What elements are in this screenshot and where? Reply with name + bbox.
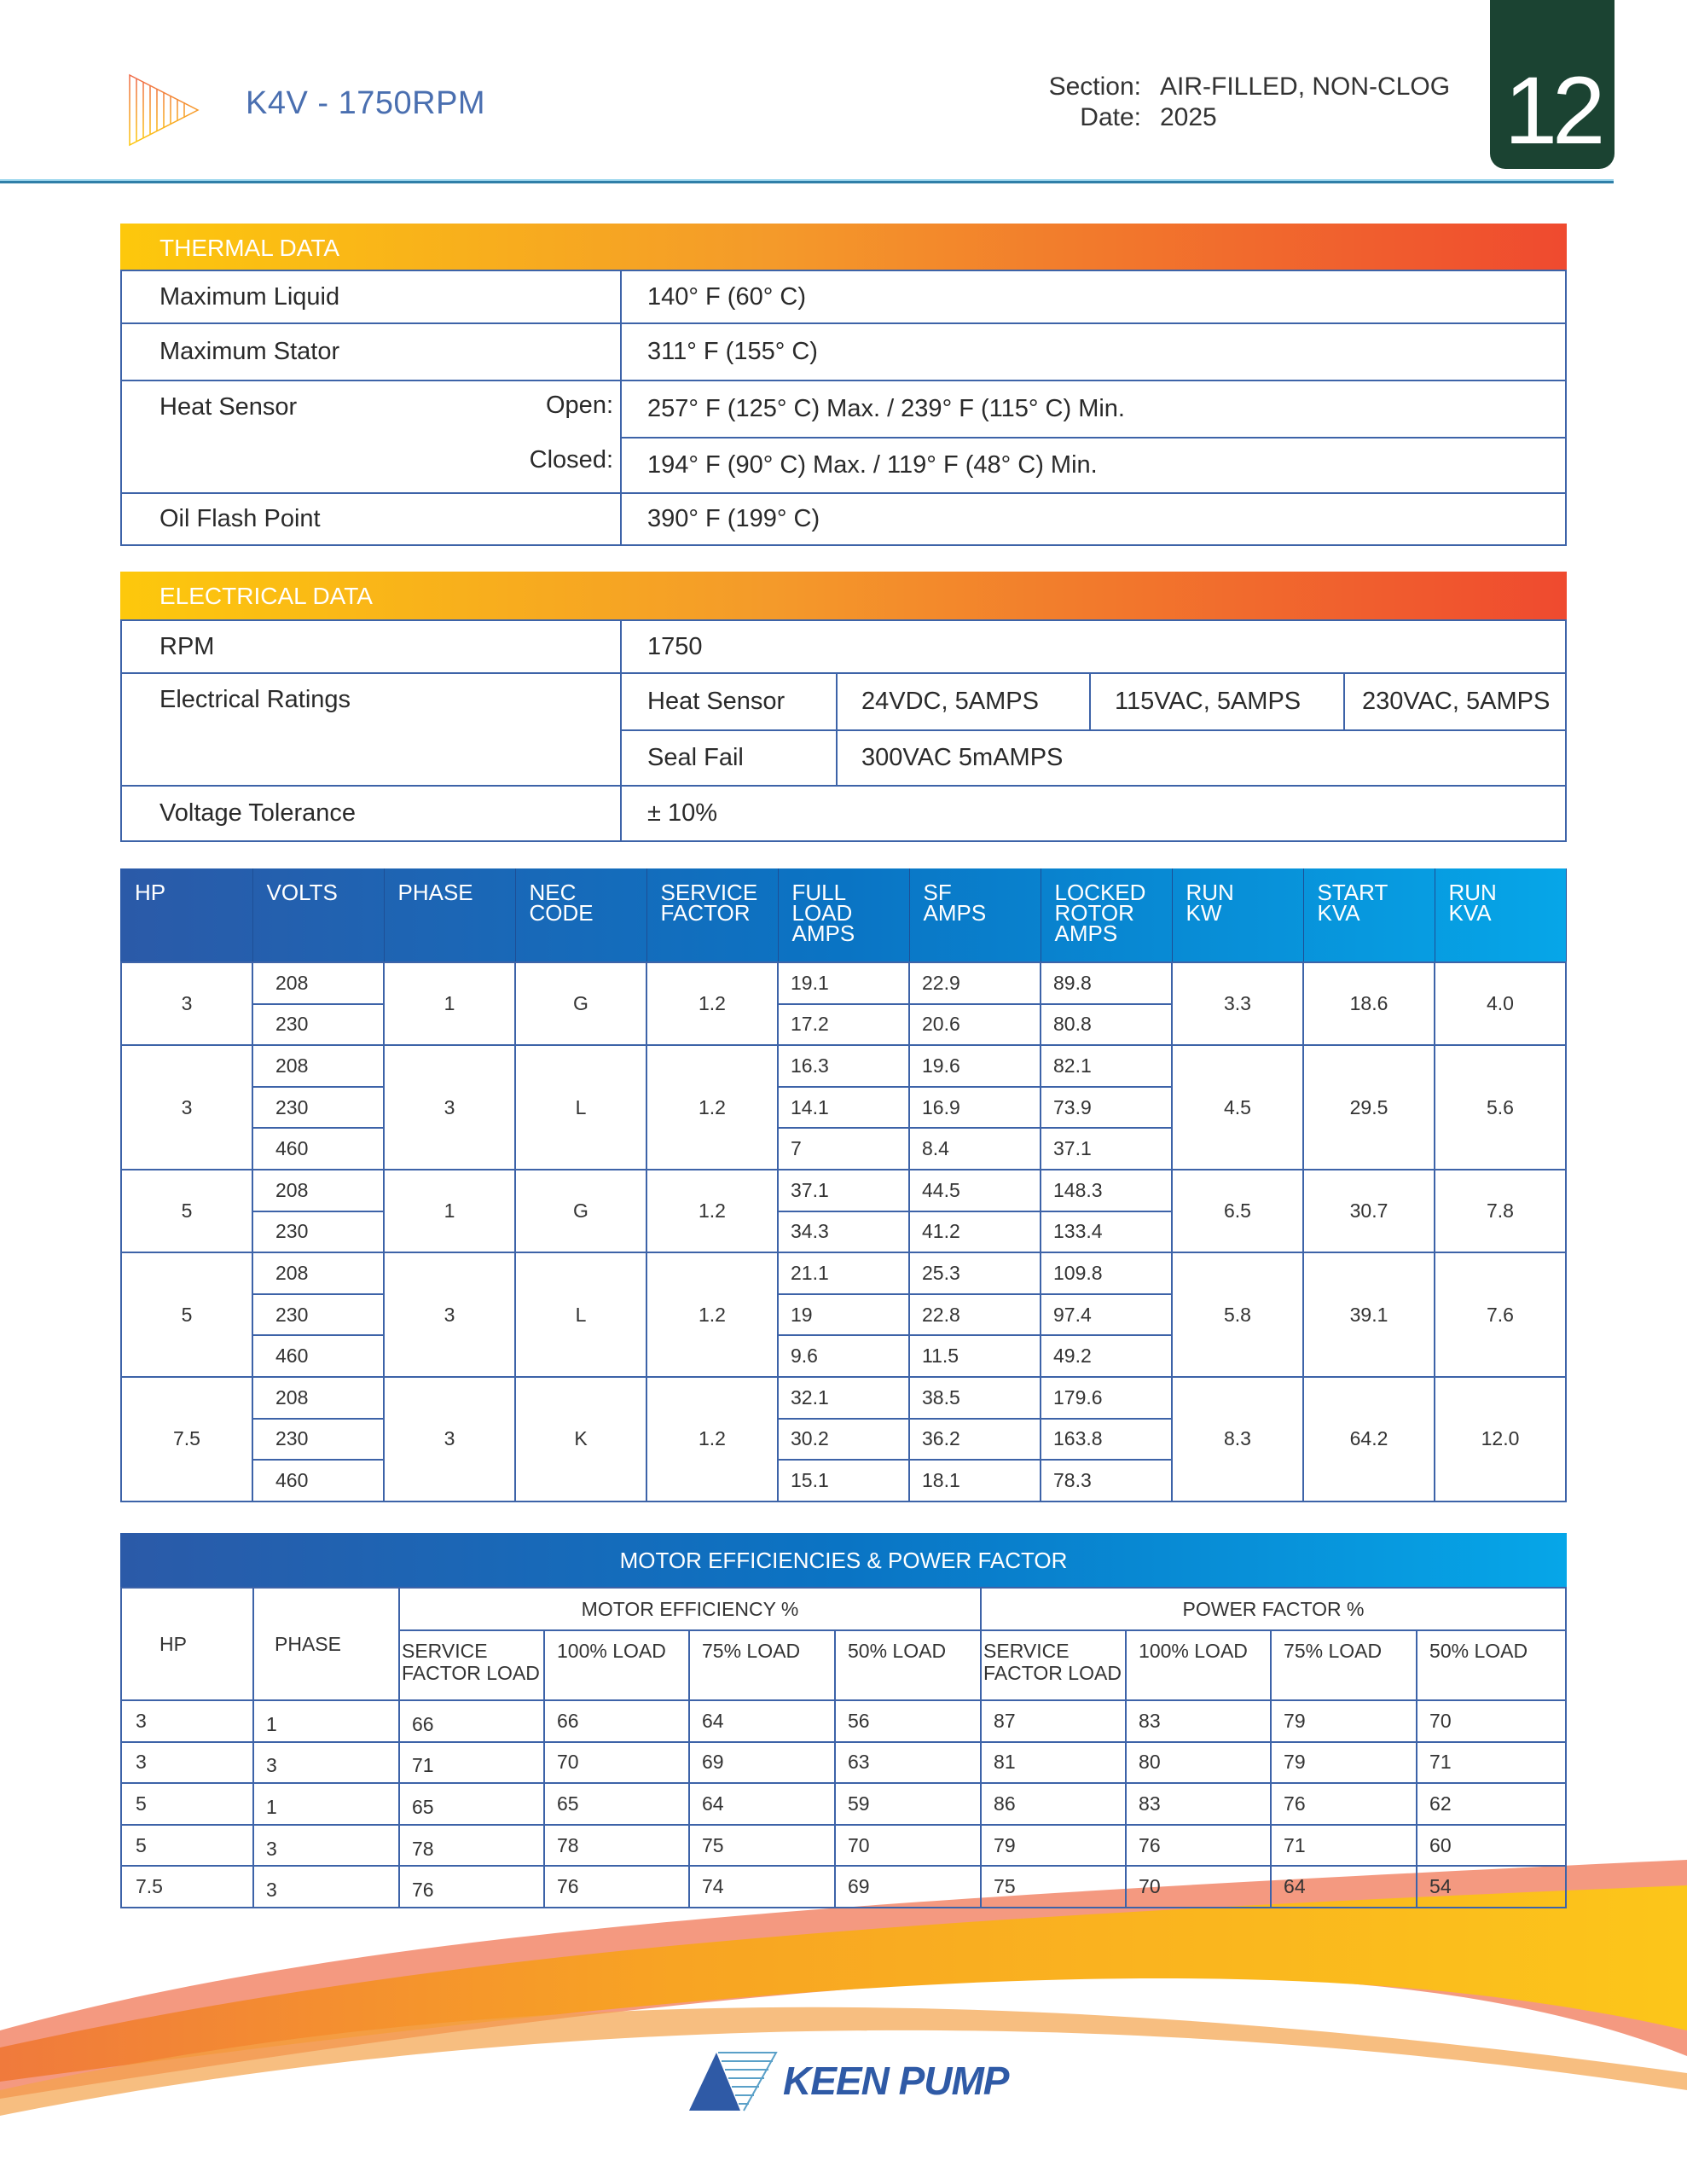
start-kva-cell: 18.6 [1303,962,1435,1045]
page-number-tab: 12 [1490,0,1615,169]
nec-code-cell: L [515,1252,646,1377]
volts-cell: 230 [252,1004,384,1046]
hp-header: HP [121,1588,253,1700]
table-row [121,1252,1566,1294]
run-kw-cell: 4.5 [1172,1045,1303,1170]
table-row [121,1825,1566,1867]
full-load-amps-cell: 30.2 [778,1419,909,1461]
efficiency-cell: 76 [1126,1825,1271,1867]
motor-data-table [120,868,1567,1502]
sf-amps-cell: 38.5 [909,1377,1041,1419]
efficiency-cell: 79 [1271,1700,1417,1742]
locked-rotor-amps-cell: 133.4 [1041,1211,1172,1253]
heat-sensor-rating-230vac: 230VAC, 5AMPS [1344,673,1566,730]
brand-name: KEEN PUMP [783,2059,1009,2103]
hp-cell: 3 [121,962,252,1045]
start-kva-cell: 30.7 [1303,1170,1435,1252]
sub-column-header: SERVICE FACTOR LOAD [399,1630,544,1700]
volts-cell: 208 [252,1045,384,1087]
max-liquid-label: Maximum Liquid [121,270,621,323]
efficiency-cell: 64 [689,1700,835,1742]
column-header: RUN KW [1172,868,1303,962]
locked-rotor-amps-cell: 37.1 [1041,1128,1172,1170]
oil-flash-value: 390° F (199° C) [621,493,1566,545]
rpm-label: RPM [121,620,621,673]
efficiency-cell: 69 [689,1742,835,1784]
sf-amps-cell: 36.2 [909,1419,1041,1461]
service-factor-cell: 1.2 [646,962,778,1045]
column-header: START KVA [1303,868,1435,962]
volts-cell: 460 [252,1335,384,1377]
rpm-value: 1750 [621,620,1566,673]
efficiency-cell: 60 [1417,1825,1566,1867]
table-row [121,1742,1566,1784]
run-kva-cell: 4.0 [1435,962,1566,1045]
efficiency-cell: 3 [253,1825,399,1867]
efficiency-cell: 70 [1417,1700,1566,1742]
efficiency-cell: 78 [544,1825,689,1867]
sub-column-header: SERVICE FACTOR LOAD [981,1630,1126,1700]
efficiency-cell: 7.5 [121,1866,253,1908]
efficiency-cell: 5 [121,1825,253,1867]
max-stator-value: 311° F (155° C) [621,323,1566,380]
efficiency-table [120,1587,1567,1908]
efficiency-cell: 62 [1417,1783,1566,1825]
volts-cell: 230 [252,1087,384,1129]
run-kva-cell: 12.0 [1435,1377,1566,1502]
full-load-amps-cell: 9.6 [778,1335,909,1377]
thermal-data-table [120,270,1567,546]
phase-header: PHASE [253,1588,399,1700]
section-value: AIR-FILLED, NON-CLOG [1160,73,1451,101]
start-kva-cell: 39.1 [1303,1252,1435,1377]
phase-cell: 1 [384,962,515,1045]
date-label: Date: [1080,103,1141,131]
efficiency-cell: 76 [1271,1783,1417,1825]
volts-cell: 208 [252,1170,384,1211]
page-title: K4V - 1750RPM [246,85,486,121]
efficiency-cell: 64 [689,1783,835,1825]
efficiency-cell: 56 [835,1700,981,1742]
locked-rotor-amps-cell: 179.6 [1041,1377,1172,1419]
power-factor-group-header: POWER FACTOR % [981,1588,1566,1630]
column-header: NEC CODE [515,868,646,962]
service-factor-cell: 1.2 [646,1252,778,1377]
locked-rotor-amps-cell: 109.8 [1041,1252,1172,1294]
efficiency-cell: 1 [253,1783,399,1825]
hp-cell: 5 [121,1170,252,1252]
volts-cell: 208 [252,1377,384,1419]
efficiency-cell: 59 [835,1783,981,1825]
full-load-amps-cell: 19.1 [778,962,909,1004]
column-header: LOCKED ROTOR AMPS [1041,868,1172,962]
hp-cell: 7.5 [121,1377,252,1502]
sf-amps-cell: 19.6 [909,1045,1041,1087]
efficiency-cell: 65 [544,1783,689,1825]
locked-rotor-amps-cell: 82.1 [1041,1045,1172,1087]
sf-amps-cell: 8.4 [909,1128,1041,1170]
locked-rotor-amps-cell: 148.3 [1041,1170,1172,1211]
open-label: Open: [546,392,613,419]
table-row [121,1170,1566,1211]
run-kva-cell: 7.8 [1435,1170,1566,1252]
oil-flash-label: Oil Flash Point [121,493,621,545]
sf-amps-cell: 11.5 [909,1335,1041,1377]
column-header: VOLTS [252,868,384,962]
thermal-data-header: THERMAL DATA [120,224,1567,271]
heat-sensor-rating-115vac: 115VAC, 5AMPS [1090,673,1344,730]
efficiency-cell: 81 [981,1742,1126,1784]
locked-rotor-amps-cell: 97.4 [1041,1294,1172,1336]
efficiency-cell: 66 [399,1700,544,1742]
full-load-amps-cell: 17.2 [778,1004,909,1046]
efficiency-cell: 75 [689,1825,835,1867]
nec-code-cell: K [515,1377,646,1502]
electrical-data-header: ELECTRICAL DATA [120,572,1567,619]
efficiency-cell: 83 [1126,1783,1271,1825]
hp-cell: 3 [121,1045,252,1170]
full-load-amps-cell: 16.3 [778,1045,909,1087]
volts-cell: 460 [252,1460,384,1502]
locked-rotor-amps-cell: 89.8 [1041,962,1172,1004]
date-value: 2025 [1160,103,1217,131]
efficiency-cell: 3 [253,1742,399,1784]
efficiency-cell: 74 [689,1866,835,1908]
document-meta [1023,72,1450,133]
brand-triangle-icon [128,73,200,147]
efficiency-cell: 75 [981,1866,1126,1908]
sub-column-header: 50% LOAD [835,1630,981,1700]
efficiency-cell: 70 [544,1742,689,1784]
column-header: FULL LOAD AMPS [778,868,909,962]
sf-amps-cell: 18.1 [909,1460,1041,1502]
run-kva-cell: 5.6 [1435,1045,1566,1170]
column-header: SF AMPS [909,868,1041,962]
efficiency-cell: 83 [1126,1700,1271,1742]
voltage-tolerance-value: ± 10% [621,786,1566,841]
column-header: HP [121,868,252,962]
start-kva-cell: 64.2 [1303,1377,1435,1502]
phase-cell: 3 [384,1252,515,1377]
efficiency-cell: 3 [121,1742,253,1784]
heat-sensor-closed-value: 194° F (90° C) Max. / 119° F (48° C) Min. [621,438,1566,493]
electrical-ratings-label: Electrical Ratings [121,673,621,786]
sf-amps-cell: 44.5 [909,1170,1041,1211]
voltage-tolerance-label: Voltage Tolerance [121,786,621,841]
efficiency-cell: 69 [835,1866,981,1908]
nec-code-cell: G [515,962,646,1045]
sf-amps-cell: 22.9 [909,962,1041,1004]
full-load-amps-cell: 14.1 [778,1087,909,1129]
hp-cell: 5 [121,1252,252,1377]
efficiency-cell: 76 [399,1866,544,1908]
efficiency-cell: 80 [1126,1742,1271,1784]
efficiency-cell: 65 [399,1783,544,1825]
efficiency-cell: 5 [121,1783,253,1825]
sf-amps-cell: 25.3 [909,1252,1041,1294]
seal-fail-label: Seal Fail [621,730,837,786]
full-load-amps-cell: 34.3 [778,1211,909,1253]
heat-sensor-rating-24vdc: 24VDC, 5AMPS [837,673,1090,730]
nec-code-cell: G [515,1170,646,1252]
table-row [121,1377,1566,1419]
volts-cell: 460 [252,1128,384,1170]
volts-cell: 208 [252,962,384,1004]
efficiency-cell: 54 [1417,1866,1566,1908]
efficiency-cell: 76 [544,1866,689,1908]
heat-sensor-label: Heat Sensor [159,393,298,421]
sf-amps-cell: 41.2 [909,1211,1041,1253]
sf-amps-cell: 20.6 [909,1004,1041,1046]
closed-label: Closed: [529,446,613,473]
start-kva-cell: 29.5 [1303,1045,1435,1170]
locked-rotor-amps-cell: 80.8 [1041,1004,1172,1046]
motor-efficiency-group-header: MOTOR EFFICIENCY % [399,1588,981,1630]
efficiency-cell: 66 [544,1700,689,1742]
phase-cell: 3 [384,1377,515,1502]
efficiency-cell: 71 [1271,1825,1417,1867]
efficiency-cell: 70 [835,1825,981,1867]
efficiency-table-header: MOTOR EFFICIENCIES & POWER FACTOR [120,1533,1567,1587]
heat-sensor-open-value: 257° F (125° C) Max. / 239° F (115° C) Min. [621,380,1566,438]
efficiency-cell: 79 [981,1825,1126,1867]
volts-cell: 208 [252,1252,384,1294]
efficiency-cell: 64 [1271,1866,1417,1908]
efficiency-cell: 78 [399,1825,544,1867]
table-row [121,1783,1566,1825]
full-load-amps-cell: 15.1 [778,1460,909,1502]
section-label: Section: [1048,73,1141,101]
seal-fail-value: 300VAC 5mAMPS [837,730,1566,786]
table-row [121,1866,1566,1908]
nec-code-cell: L [515,1045,646,1170]
sf-amps-cell: 22.8 [909,1294,1041,1336]
table-row [121,1045,1566,1087]
full-load-amps-cell: 32.1 [778,1377,909,1419]
efficiency-cell: 86 [981,1783,1126,1825]
full-load-amps-cell: 19 [778,1294,909,1336]
locked-rotor-amps-cell: 49.2 [1041,1335,1172,1377]
efficiency-cell: 71 [399,1742,544,1784]
service-factor-cell: 1.2 [646,1045,778,1170]
sub-column-header: 75% LOAD [689,1630,835,1700]
locked-rotor-amps-cell: 78.3 [1041,1460,1172,1502]
heat-sensor-label: Heat Sensor [621,673,837,730]
table-row [121,962,1566,1004]
phase-cell: 3 [384,1045,515,1170]
volts-cell: 230 [252,1419,384,1461]
efficiency-cell: 87 [981,1700,1126,1742]
keen-pump-logo-icon [687,2051,781,2112]
max-liquid-value: 140° F (60° C) [621,270,1566,323]
efficiency-cell: 3 [253,1866,399,1908]
sub-column-header: 50% LOAD [1417,1630,1566,1700]
efficiency-cell: 1 [253,1700,399,1742]
column-header: RUN KVA [1435,868,1566,962]
efficiency-cell: 71 [1417,1742,1566,1784]
run-kw-cell: 3.3 [1172,962,1303,1045]
heat-sensor-cell [121,380,621,493]
run-kw-cell: 5.8 [1172,1252,1303,1377]
sub-column-header: 75% LOAD [1271,1630,1417,1700]
volts-cell: 230 [252,1211,384,1253]
run-kva-cell: 7.6 [1435,1252,1566,1377]
full-load-amps-cell: 21.1 [778,1252,909,1294]
efficiency-cell: 3 [121,1700,253,1742]
table-row [121,1700,1566,1742]
max-stator-label: Maximum Stator [121,323,621,380]
service-factor-cell: 1.2 [646,1377,778,1502]
efficiency-cell: 70 [1126,1866,1271,1908]
volts-cell: 230 [252,1294,384,1336]
service-factor-cell: 1.2 [646,1170,778,1252]
sf-amps-cell: 16.9 [909,1087,1041,1129]
locked-rotor-amps-cell: 163.8 [1041,1419,1172,1461]
run-kw-cell: 6.5 [1172,1170,1303,1252]
locked-rotor-amps-cell: 73.9 [1041,1087,1172,1129]
column-header: PHASE [384,868,515,962]
electrical-data-table [120,619,1567,842]
efficiency-cell: 79 [1271,1742,1417,1784]
header-divider [0,181,1614,183]
full-load-amps-cell: 7 [778,1128,909,1170]
phase-cell: 1 [384,1170,515,1252]
column-header: SERVICE FACTOR [646,868,778,962]
sub-column-header: 100% LOAD [1126,1630,1271,1700]
full-load-amps-cell: 37.1 [778,1170,909,1211]
keen-pump-logo [687,2049,1012,2117]
run-kw-cell: 8.3 [1172,1377,1303,1502]
sub-column-header: 100% LOAD [544,1630,689,1700]
efficiency-cell: 63 [835,1742,981,1784]
